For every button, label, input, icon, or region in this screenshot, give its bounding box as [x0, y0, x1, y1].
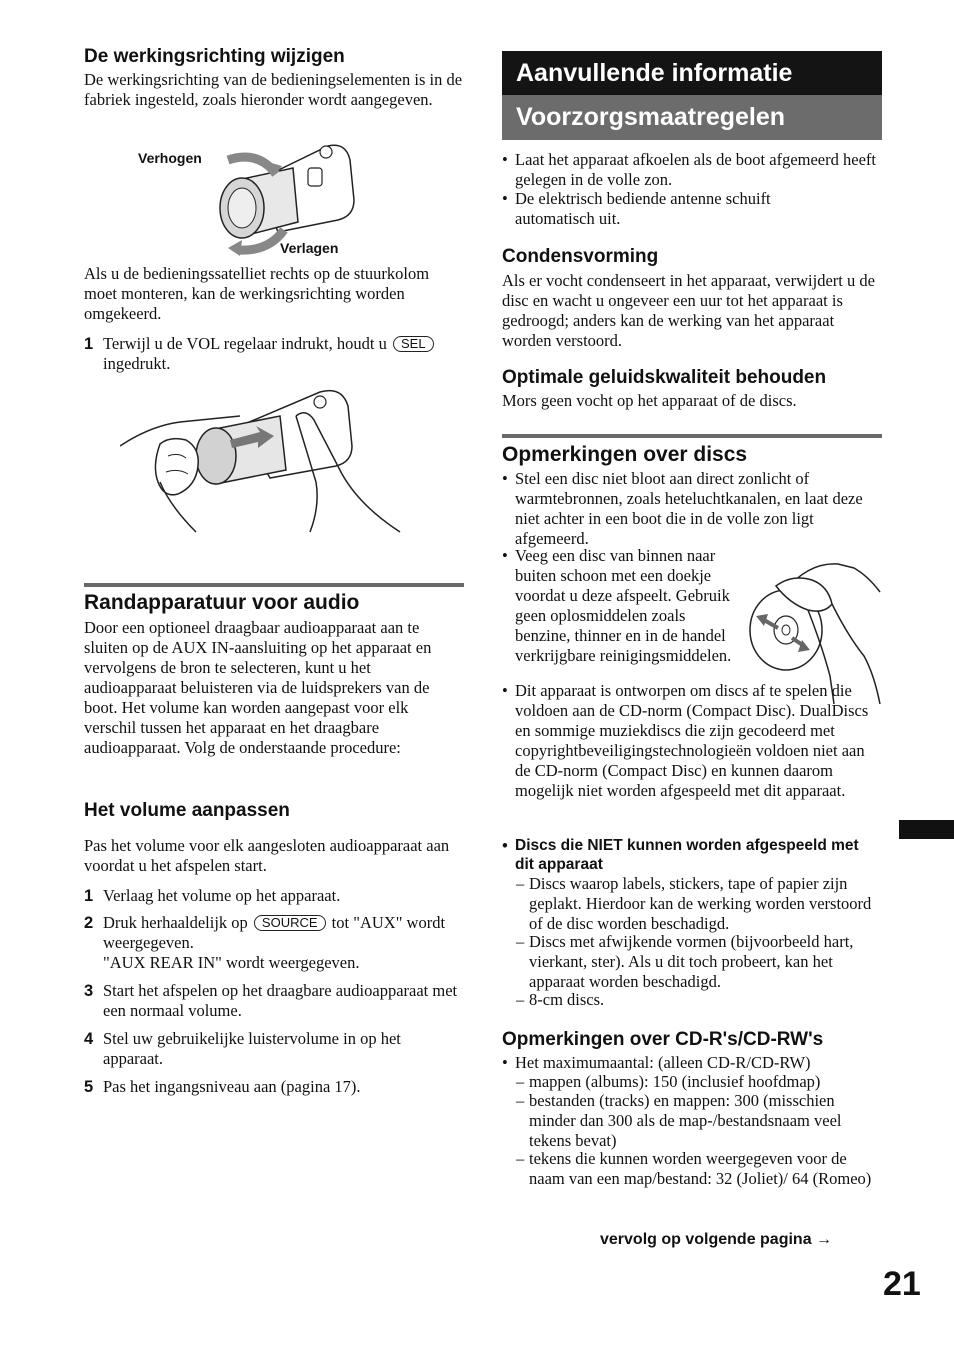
- heading-condensvorming: Condensvorming: [502, 246, 659, 267]
- step-3: 3 Start het afspelen op het draagbare audioapparaat met een normaal volume.: [84, 981, 458, 1020]
- figure-label-down: Verlagen: [280, 240, 339, 256]
- list-item: – tekens die kunnen worden weergegeven voor de naam van een map/bestand: 32 (Joliet)/ 64 (Romeo): [516, 1149, 872, 1188]
- list-item: • Veeg een disc van binnen naar buiten schoon met een doekje voordat u deze afspeelt. Gebruik geen oplosmiddelen zoals benzine, thinner en in de handel verkrijgbare reinigingsmiddelen.: [502, 546, 732, 665]
- list-item: – mappen (albums): 150 (inclusief hoofdmap): [516, 1072, 821, 1091]
- volume-paragraph: Pas het volume voor elk aangesloten audioapparaat aan voordat u het afspelen start.: [84, 836, 450, 875]
- list-item: • Stel een disc niet bloot aan direct zonlicht of warmtebronnen, zoals heteluchtkanalen, en laat deze niet achter in een boot die in de volle zon ligt afgemeerd.: [502, 469, 863, 548]
- source-button-label: SOURCE: [254, 915, 326, 931]
- chapter-tab-marker: [899, 820, 954, 839]
- heading-discs: Opmerkingen over discs: [502, 443, 748, 466]
- knob-illustration: [198, 140, 358, 258]
- sel-button-label: SEL: [393, 336, 434, 352]
- section-divider: [84, 583, 464, 587]
- step-2: 2 Druk herhaaldelijk op SOURCE tot "AUX" wordt weergegeven. "AUX REAR IN" wordt weergegeven.: [84, 913, 446, 972]
- heading-geluidskwaliteit: Optimale geluidskwaliteit behouden: [502, 367, 827, 388]
- list-item-bold: • Discs die NIET kunnen worden afgespeeld met dit apparaat: [502, 836, 859, 873]
- step-5: 5 Pas het ingangsniveau aan (pagina 17).: [84, 1077, 361, 1096]
- aux-paragraph: Door een optioneel draagbaar audioapparaat aan te sluiten op de AUX IN-aansluiting op het apparaat en vervolgens de bron te selecteren, kunt u het audioapparaat beluisteren via de luidsprekers van de boot. Het volume kan worden aangepast voor elk verschil tussen het apparaat en het draagbare audioapparaat. Volg de onderstaande procedure:: [84, 618, 432, 757]
- list-item: • Dit apparaat is ontworpen om discs af te spelen die voldoen aan de CD-norm (Compact Disc). DualDiscs en sommige muziekdiscs die zijn gecodeerd met copyrightbeveiligingstechnologieën voldoen niet aan de CD-norm (Compact Disc) en kunnen daarom mogelijk niet worden afgespeeld met dit apparaat.: [502, 681, 882, 841]
- continued-note: vervolg op volgende pagina →: [600, 1231, 833, 1248]
- list-item: • De elektrisch bediende antenne schuift automatisch uit.: [502, 189, 771, 228]
- condens-paragraph: Als er vocht condenseert in het apparaat, verwijdert u de disc en wacht u ongeveer een uur tot het apparaat is gedroogd; anders kan de werking van het apparaat worden verstoord.: [502, 271, 875, 350]
- step-1: 1 Verlaag het volume op het apparaat.: [84, 886, 341, 905]
- disc-compat-text: Dit apparaat is ontworpen om discs af te spelen die voldoen aan de CD-norm (Compact Disc). DualDiscs en sommige muziekdiscs die zijn gecodeerd met copyrightbeveiligingstechnologieën voldoen niet aan de CD-norm (Compact Disc) en kunnen daarom mogelijk niet worden afgespeeld met dit apparaat.: [515, 681, 869, 800]
- mount-paragraph: Als u de bedieningssatelliet rechts op de stuurkolom moet monteren, kan de werkingsrichting worden omgekeerd.: [84, 264, 430, 323]
- knob-direction-figure: [138, 140, 418, 262]
- band-aanvullende-informatie: Aanvullende informatie: [502, 51, 882, 95]
- step-4: 4 Stel uw gebruikelijke luistervolume in op het apparaat.: [84, 1029, 401, 1068]
- list-item: – Discs waarop labels, stickers, tape of papier zijn geplakt. Hierdoor kan de werking worden verstoord of de disc worden beschadigd.: [516, 874, 872, 933]
- hand-press-illustration: [120, 386, 420, 536]
- list-item: – bestanden (tracks) en mappen: 300 (misschien minder dan 300 als de map-/bestandsnaam veel tekens bevat): [516, 1091, 842, 1150]
- geluid-paragraph: Mors geen vocht op het apparaat of de discs.: [502, 391, 797, 410]
- intro-paragraph: De werkingsrichting van de bedieningselementen is in de fabriek ingesteld, zoals hieronder wordt aangegeven.: [84, 70, 463, 109]
- page-number: 21: [883, 1265, 921, 1303]
- heading-werkingsrichting: De werkingsrichting wijzigen: [84, 46, 345, 67]
- list-item: – 8-cm discs.: [516, 990, 605, 1009]
- figure-label-up: Verhogen: [138, 150, 202, 166]
- heading-volume: Het volume aanpassen: [84, 800, 290, 821]
- section-divider: [502, 434, 882, 438]
- heading-cdr: Opmerkingen over CD-R's/CD-RW's: [502, 1029, 824, 1050]
- band-voorzorgsmaatregelen: Voorzorgsmaatregelen: [502, 95, 882, 140]
- list-item: • Het maximumaantal: (alleen CD-R/CD-RW): [502, 1053, 811, 1072]
- step-1-sel: 1 Terwijl u de VOL regelaar indrukt, houdt u SEL ingedrukt.: [84, 334, 464, 374]
- list-item: • Laat het apparaat afkoelen als de boot afgemeerd heeft gelegen in de volle zon.: [502, 150, 876, 189]
- list-item: – Discs met afwijkende vormen (bijvoorbeeld hart, vierkant, ster). Als u dit toch probeert, kan het apparaat worden beschadigd.: [516, 932, 854, 991]
- heading-randapparatuur: Randapparatuur voor audio: [84, 591, 360, 614]
